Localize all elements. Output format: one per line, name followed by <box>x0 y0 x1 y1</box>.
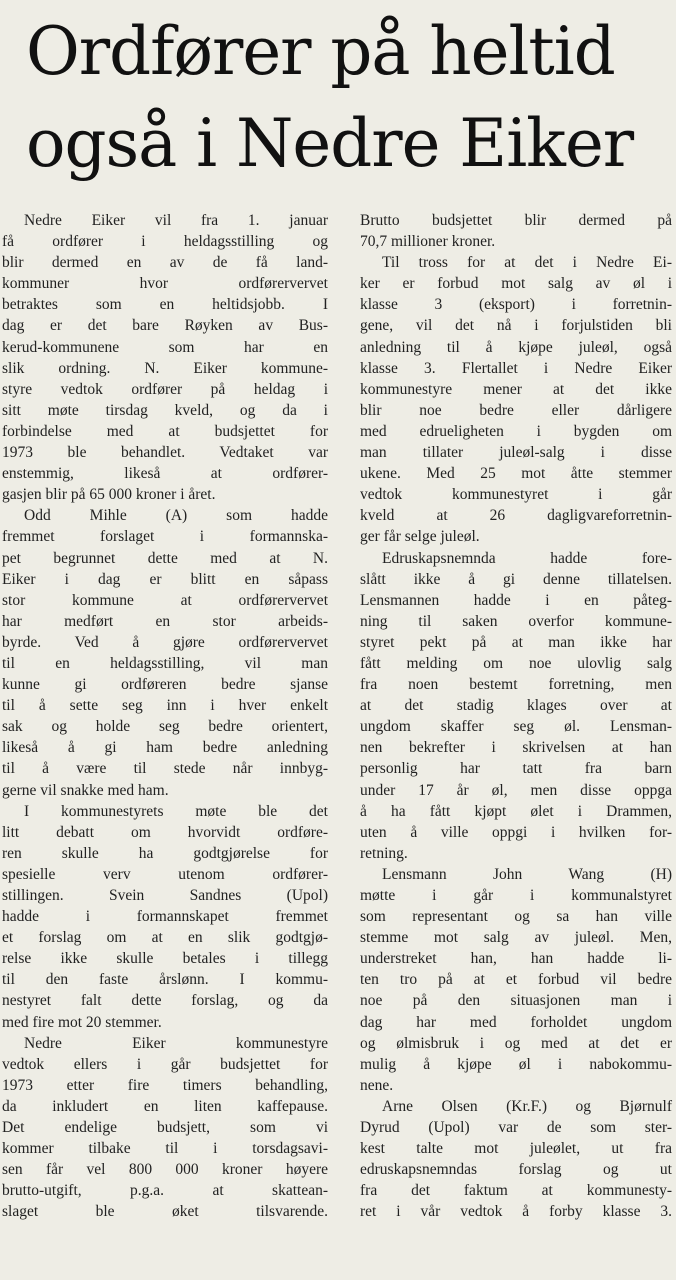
text-line: anledning til å kjøpe juleøl, også <box>360 338 672 356</box>
text-line: slaget ble øket tilsvarende. <box>2 1203 328 1221</box>
text-line: dag er det bare Røyken av Bus- <box>2 317 328 335</box>
text-line: enstemmig, likeså at ordfører- <box>2 465 328 483</box>
text-line: understreket han, han hadde li- <box>360 950 672 968</box>
text-line: gasjen blir på 65 000 kroner i året. <box>2 486 216 504</box>
text-line: Lensmannen hadde i en påteg- <box>360 591 672 609</box>
text-line: klasse 3. Flertallet i Nedre Eiker <box>360 359 672 377</box>
text-line: kommer tilbake til i torsdagsavi- <box>2 1140 328 1158</box>
text-line: under 17 år øl, men disse oppga <box>360 781 672 799</box>
text-line: sen får vel 800 000 kroner høyere <box>2 1161 328 1179</box>
text-line: nen bekrefter i skrivelsen at han <box>360 739 672 757</box>
text-line: fått melding om noe ulovlig salg <box>360 654 672 672</box>
text-line: til å være til stede når innbyg- <box>2 760 328 778</box>
text-line: sak og holde seg bedre orientert, <box>2 718 328 736</box>
text-line: blir dermed en av de få land- <box>2 254 328 272</box>
text-line: relse ikke skulle betales i tillegg <box>2 950 328 968</box>
text-line: vedtok ellers i går budsjettet for <box>2 1055 328 1073</box>
text-line: 1973 etter fire timers behandling, <box>2 1076 328 1094</box>
text-line: Til tross for at det i Nedre Ei- <box>382 254 672 272</box>
text-line: Det endelige budsjett, som vi <box>2 1119 328 1137</box>
text-line: og ølmisbruk i og med at det er <box>360 1034 672 1052</box>
text-line: ret i vår vedtok å forby klasse 3. <box>360 1203 672 1221</box>
text-line: slått ikke å gi denne tillatelsen. <box>360 570 672 588</box>
text-line: møtte i går i kommunalstyret <box>360 887 672 904</box>
text-line: stemme mot salg av juleøl. Men, <box>360 929 672 947</box>
text-line: noe på den situasjonen man i <box>360 992 672 1010</box>
headline-line-2: også i Nedre Eiker <box>26 105 634 182</box>
text-line: fra det faktum at kommunesty- <box>360 1182 672 1200</box>
text-line: man tillater juleøl-salg i disse <box>360 444 672 462</box>
text-line: kunne gi ordføreren bedre sjanse <box>2 676 328 694</box>
text-line: retning. <box>360 844 408 862</box>
text-line: styre vedtok ordfører på heldag i <box>2 380 328 398</box>
article-column-left <box>2 210 328 1223</box>
text-line: vedtok kommunestyret i går <box>360 486 672 504</box>
text-line: Lensmann John Wang (H) <box>382 865 672 883</box>
text-line: ungdom skaffer seg øl. Lensman- <box>360 718 672 736</box>
text-line: ten tro på at et forbud vil bedre <box>360 971 672 989</box>
text-line: kommuner hvor ordførervervet <box>2 275 328 293</box>
text-line: sitt møte tirsdag kveld, og da i <box>2 401 328 419</box>
article-headline <box>26 6 676 190</box>
text-line: til en heldagsstilling, vil man <box>2 654 328 672</box>
text-line: edruskapsnemndas forslag og ut <box>360 1161 672 1179</box>
text-line: mulig å kjøpe øl i nabokommu- <box>360 1055 672 1073</box>
text-line: klasse 3 (eksport) i forretnin- <box>360 296 672 314</box>
text-line: kommunestyre mener at det ikke <box>360 380 672 398</box>
text-line: Nedre Eiker vil fra 1. januar <box>24 212 328 229</box>
text-line: I kommunestyrets møte ble det <box>24 802 328 820</box>
text-line: gene, vil det nå i forjulstiden bli <box>360 317 672 335</box>
text-line: forbindelse med at budsjettet for <box>2 422 328 440</box>
text-line: Eiker i dag er blitt en såpass <box>2 570 328 588</box>
text-line: Dyrud (Upol) var de som ster- <box>360 1119 672 1137</box>
text-line: med edrueligheten i bygden om <box>360 422 672 440</box>
text-line: til den faste årslønn. I kommu- <box>2 971 328 989</box>
text-line: ren skulle ha godtgjørelse for <box>2 844 328 862</box>
text-line: byrde. Ved å gjøre ordførervervet <box>2 633 328 651</box>
text-line: betraktes som en heltidsjobb. I <box>2 296 328 314</box>
text-line: Arne Olsen (Kr.F.) og Bjørnulf <box>382 1097 672 1115</box>
text-line: Edruskapsnemnda hadde fore- <box>382 549 672 567</box>
headline-line-1: Ordfører på heltid <box>26 13 615 90</box>
text-line: kest talte mot juleølet, ut fra <box>360 1140 672 1158</box>
text-line: styret pekt på at man ikke har <box>360 633 672 651</box>
text-line: slik ordning. N. Eiker kommune- <box>2 359 328 377</box>
article-column-right <box>360 210 672 1223</box>
text-line: gerne vil snakke med ham. <box>2 781 169 799</box>
text-line: blir noe bedre eller dårligere <box>360 401 672 419</box>
text-line: ger får selge juleøl. <box>360 528 480 546</box>
text-line: Odd Mihle (A) som hadde <box>24 507 328 525</box>
text-line: at det stadig klages over at <box>360 697 672 715</box>
text-line: likeså å gi ham bedre anledning <box>2 739 328 757</box>
text-line: nestyret falt dette forslag, og da <box>2 992 328 1010</box>
text-line: kveld at 26 dagligvareforretnin- <box>360 507 672 525</box>
text-line: ker er forbud mot salg av øl i <box>360 275 672 293</box>
text-line: som representant og sa han ville <box>360 908 672 926</box>
text-line: har medført en stor arbeids- <box>2 612 328 630</box>
text-line: spesielle verv utenom ordfører- <box>2 865 328 883</box>
text-line: litt debatt om hvorvidt ordføre- <box>2 823 328 841</box>
text-line: uten å ville oppgi i hvilken for- <box>360 823 672 841</box>
text-line: stor kommune at ordførervervet <box>2 591 328 609</box>
text-line: fremmet forslaget i formannskа- <box>2 528 328 546</box>
text-line: da inkludert en liten kaffepause. <box>2 1097 328 1115</box>
text-line: pet begrunnet dette med at N. <box>2 549 328 567</box>
text-line: brutto-utgift, p.g.a. at skattean- <box>2 1182 328 1200</box>
text-line: med fire mot 20 stemmer. <box>2 1013 162 1031</box>
text-line: 1973 ble behandlet. Vedtaket var <box>2 444 328 462</box>
text-line: et forslag om at en slik godtgjø- <box>2 929 328 947</box>
text-line: fra noen bestemt forretning, men <box>360 676 672 694</box>
text-line: ning til saken overfor kommune- <box>360 612 672 630</box>
text-line: hadde i formannskapet fremmet <box>2 908 328 926</box>
text-line: ukene. Med 25 mot åtte stemmer <box>360 465 672 483</box>
text-line: nene. <box>360 1076 394 1094</box>
text-line: Brutto budsjettet blir dermed på <box>360 212 672 229</box>
text-line: å ha fått kjøpt ølet i Drammen, <box>360 802 672 820</box>
text-line: få ordfører i heldagsstilling og <box>2 233 328 251</box>
text-line: til å sette seg inn i hver enkelt <box>2 697 328 715</box>
text-line: 70,7 millioner kroner. <box>360 233 496 251</box>
text-line: personlig har tatt fra barn <box>360 760 672 778</box>
text-line: Nedre Eiker kommunestyre <box>24 1034 328 1052</box>
text-line: dag har med forholdet ungdom <box>360 1013 672 1031</box>
text-line: kerud-kommunene som har en <box>2 338 328 356</box>
text-line: stillingen. Svein Sandnes (Upol) <box>2 887 328 904</box>
